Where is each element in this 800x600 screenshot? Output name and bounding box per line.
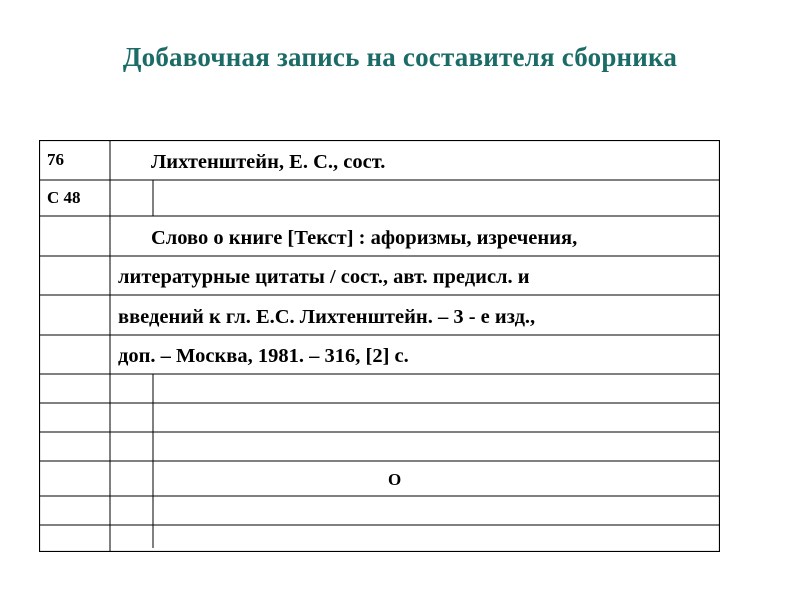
- heading-author: Лихтенштейн, Е. С., сост.: [151, 151, 386, 173]
- shelf-index-top: 76: [47, 150, 64, 169]
- shelf-index-bottom: С 48: [47, 188, 81, 207]
- page-title: Добавочная запись на составителя сборника: [122, 42, 678, 72]
- description-line-1: Слово о книге [Текст] : афоризмы, изречения,: [151, 227, 578, 249]
- description-line-3: введений к гл. Е.С. Лихтенштейн. – 3 - е изд.,: [118, 306, 536, 328]
- card-hole-mark: О: [388, 470, 402, 489]
- description-line-4: доп. – Москва, 1981. – 316, [2] с.: [118, 345, 409, 367]
- description-line-2: литературные цитаты / сост., авт. предисл. и: [118, 266, 530, 288]
- catalog-card: [39, 140, 720, 552]
